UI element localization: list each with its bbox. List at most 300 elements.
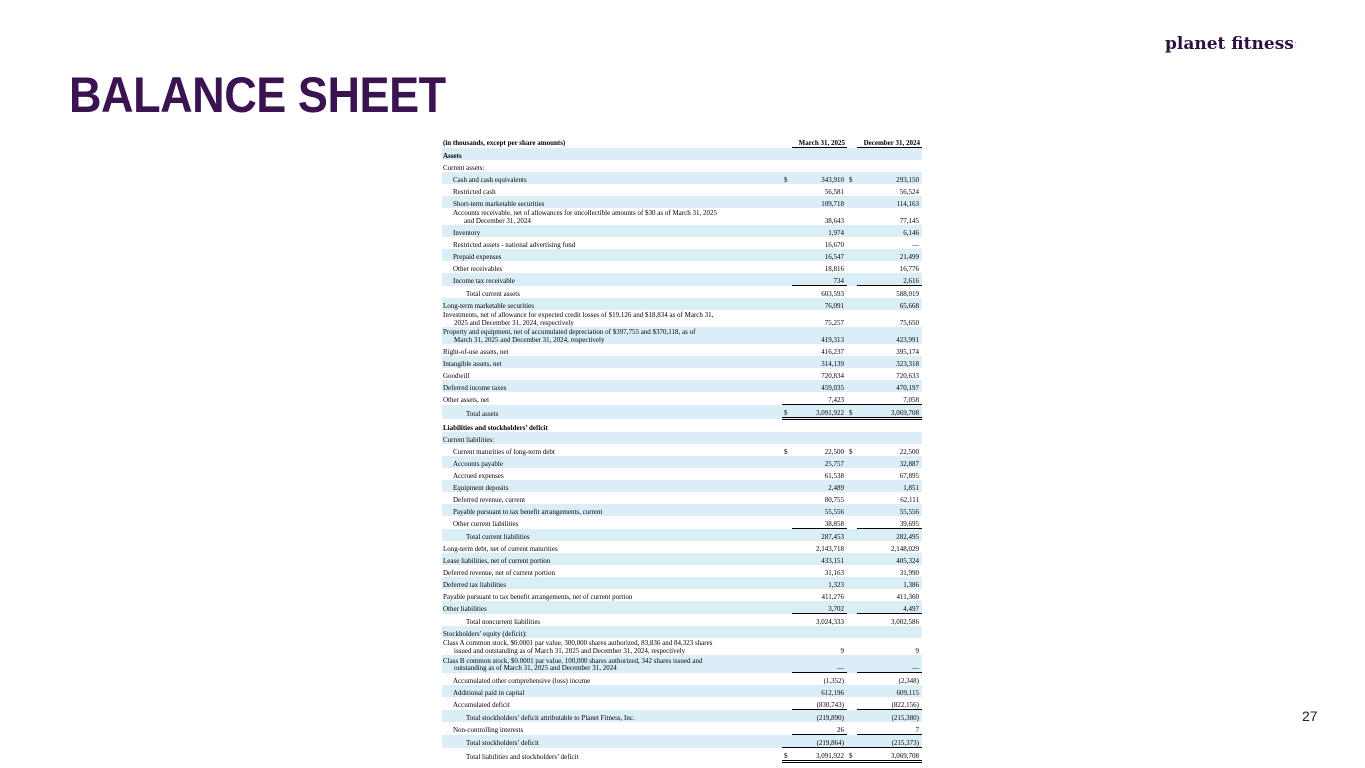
- table-row: [442, 261, 922, 273]
- currency-symbol: [782, 261, 792, 273]
- table-row: [442, 432, 922, 444]
- currency-symbol: [782, 184, 792, 196]
- table-row: [442, 626, 922, 638]
- row-label: Restricted cash: [453, 187, 496, 196]
- table-row: [442, 601, 922, 614]
- currency-symbol: [847, 286, 857, 299]
- value-march-2025: 16,670: [824, 240, 844, 249]
- row-label: Accumulated deficit: [453, 701, 510, 710]
- currency-symbol: [847, 565, 857, 577]
- currency-symbol: [782, 529, 792, 542]
- currency-symbol: [847, 225, 857, 237]
- value-december-2024: 1,386: [857, 577, 922, 589]
- currency-symbol: [782, 237, 792, 249]
- currency-symbol: [782, 160, 792, 172]
- row-label: Accounts payable: [442, 456, 782, 468]
- currency-symbol: [847, 492, 857, 504]
- table-row: [442, 468, 922, 480]
- row-label: Non-controlling interests: [453, 726, 524, 735]
- table-row: [442, 405, 922, 419]
- value-december-2024: 3,069,708: [857, 748, 922, 762]
- currency-symbol: [847, 310, 857, 327]
- value-march-2025: 2,489: [792, 480, 847, 492]
- currency-symbol: [782, 432, 792, 444]
- currency-symbol: $: [782, 405, 792, 419]
- row-label: Payable pursuant to tax benefit arrangements, net of current portion: [443, 592, 633, 601]
- row-label-line1: Property and equipment, net of accumulated depreciation of $397,755 and $370,118, as of: [443, 328, 696, 337]
- currency-symbol: [782, 504, 792, 516]
- value-december-2024: 2,148,029: [891, 544, 919, 553]
- currency-symbol: $: [847, 748, 857, 762]
- row-label: Deferred tax liabilities: [442, 577, 782, 589]
- table-row: [442, 722, 922, 735]
- row-label: Goodwill: [443, 371, 470, 380]
- value-march-2025: 411,276: [821, 592, 844, 601]
- currency-symbol: [782, 392, 792, 405]
- row-label: Assets: [442, 148, 782, 161]
- currency-symbol: [782, 589, 792, 601]
- currency-symbol: [782, 697, 792, 710]
- row-label: Deferred income taxes: [442, 380, 782, 392]
- value-december-2024: 39,695: [857, 516, 922, 529]
- table-row: [442, 298, 922, 310]
- currency-symbol: [782, 327, 792, 344]
- value-december-2024: 56,524: [899, 187, 919, 196]
- row-label: Accumulated other comprehensive (loss) income: [453, 676, 591, 685]
- value-march-2025: 55,556: [792, 504, 847, 516]
- currency-symbol: $: [849, 447, 853, 456]
- currency-symbol: [847, 148, 857, 161]
- currency-symbol: [782, 310, 792, 327]
- currency-symbol: [782, 298, 792, 310]
- currency-symbol: [847, 419, 857, 433]
- row-label: Prepaid expenses: [442, 249, 782, 261]
- value-december-2024: [857, 626, 922, 638]
- currency-symbol: [847, 160, 857, 172]
- value-december-2024: 609,115: [857, 685, 922, 697]
- currency-symbol: [782, 368, 792, 380]
- brand-mark: .: [1294, 39, 1297, 45]
- currency-symbol: [782, 722, 792, 735]
- value-march-2025: 2,143,718: [816, 544, 844, 553]
- currency-symbol: [782, 480, 792, 492]
- value-march-2025: 314,139: [792, 356, 847, 368]
- currency-symbol: [782, 516, 792, 529]
- row-label: Inventory: [442, 225, 782, 237]
- table-row: [442, 392, 922, 405]
- brand-name: planet fitness: [1165, 34, 1294, 54]
- value-december-2024: 293,150: [857, 172, 922, 184]
- table-row: [442, 237, 922, 249]
- brand-logo: [1165, 34, 1297, 54]
- row-label: Liabilities and stockholders’ deficit: [443, 423, 548, 432]
- currency-symbol: [782, 225, 792, 237]
- value-march-2025: 419,313: [792, 327, 847, 344]
- row-label: Other liabilities: [442, 601, 782, 614]
- value-december-2024: 75,650: [899, 318, 919, 327]
- table-row: [442, 208, 922, 225]
- table-row: [442, 553, 922, 565]
- currency-symbol: [847, 344, 857, 356]
- row-label: Additional paid in capital: [442, 685, 782, 697]
- currency-symbol: [847, 432, 857, 444]
- value-march-2025: 25,757: [792, 456, 847, 468]
- value-december-2024: [857, 419, 922, 433]
- currency-symbol: [782, 553, 792, 565]
- row-label: Accrued expenses: [453, 471, 504, 480]
- table-row: [442, 172, 922, 184]
- currency-symbol: [847, 356, 857, 368]
- value-december-2024: 62,111: [900, 495, 919, 504]
- table-row: [442, 160, 922, 172]
- value-december-2024: 3,069,708: [857, 405, 922, 419]
- value-december-2024: 323,318: [857, 356, 922, 368]
- value-march-2025: (219,864): [792, 735, 847, 748]
- currency-symbol: [847, 184, 857, 196]
- table-row: [442, 419, 922, 433]
- table-row: [442, 492, 922, 504]
- row-label: Total current liabilities: [442, 529, 782, 542]
- row-label: [442, 310, 782, 327]
- currency-symbol: [782, 626, 792, 638]
- value-december-2024: 77,145: [899, 216, 919, 225]
- currency-symbol: [847, 196, 857, 208]
- currency-symbol: [847, 237, 857, 249]
- row-label: [442, 638, 782, 655]
- currency-symbol: [782, 685, 792, 697]
- table-row: [442, 577, 922, 589]
- page-number: 27: [1302, 708, 1318, 724]
- value-march-2025: 3,702: [792, 601, 847, 614]
- currency-symbol: [847, 249, 857, 261]
- currency-symbol: [782, 380, 792, 392]
- table-row: [442, 614, 922, 627]
- table-row: [442, 184, 922, 196]
- value-march-2025: [792, 160, 847, 172]
- currency-symbol: [782, 735, 792, 748]
- value-march-2025: 287,453: [792, 529, 847, 542]
- balance-sheet: [442, 135, 922, 763]
- row-label: Total assets: [442, 405, 782, 419]
- row-label: Other current liabilities: [453, 520, 519, 529]
- value-december-2024: [857, 432, 922, 444]
- table-row: [442, 748, 922, 762]
- table-row: [442, 249, 922, 261]
- value-march-2025: 76,091: [792, 298, 847, 310]
- value-december-2024: 588,019: [896, 289, 919, 298]
- value-december-2024: 4,497: [857, 601, 922, 614]
- value-march-2025: (830,743): [792, 697, 847, 710]
- table-header-row: [442, 135, 922, 148]
- row-label-line1: Investments, net of allowance for expected credit losses of $19,126 and $18,834 as of March 31,: [443, 311, 714, 320]
- currency-symbol: [847, 392, 857, 405]
- value-december-2024: 6,146: [857, 225, 922, 237]
- value-december-2024: 2,616: [857, 273, 922, 286]
- row-label: Right-of-use assets, net: [443, 347, 509, 356]
- value-march-2025: (219,890): [792, 710, 847, 723]
- table-row: [442, 356, 922, 368]
- value-december-2024: 16,776: [899, 264, 919, 273]
- balance-sheet-table: [442, 135, 922, 763]
- value-december-2024: 31,990: [899, 568, 919, 577]
- table-row: [442, 456, 922, 468]
- value-march-2025: [792, 148, 847, 161]
- value-march-2025: 3,091,922: [792, 748, 847, 762]
- value-march-2025: 612,196: [792, 685, 847, 697]
- currency-symbol: [782, 541, 792, 553]
- currency-symbol: [847, 468, 857, 480]
- currency-symbol: [847, 722, 857, 735]
- units-note: (in thousands, except per share amounts): [442, 135, 782, 148]
- value-march-2025: 3,024,333: [816, 617, 844, 626]
- currency-symbol: [782, 273, 792, 286]
- row-label: Stockholders’ equity (deficit):: [442, 626, 782, 638]
- value-december-2024: 9: [915, 646, 919, 655]
- table-row: [442, 735, 922, 748]
- table-row: [442, 655, 922, 673]
- currency-symbol: [847, 529, 857, 542]
- currency-symbol: [847, 261, 857, 273]
- row-label: [442, 208, 782, 225]
- row-label: Total stockholders’ deficit: [442, 735, 782, 748]
- row-label: Current assets:: [443, 163, 485, 172]
- currency-symbol: [847, 673, 857, 686]
- currency-symbol: [847, 626, 857, 638]
- value-march-2025: 18,816: [824, 264, 844, 273]
- currency-symbol: [847, 504, 857, 516]
- col-header-december-2024: December 31, 2024: [857, 135, 922, 148]
- currency-symbol: [782, 614, 792, 627]
- currency-symbol: [847, 697, 857, 710]
- row-label: Total liabilities and stockholders’ deficit: [466, 753, 579, 762]
- currency-symbol: [847, 273, 857, 286]
- currency-symbol: $: [782, 748, 792, 762]
- value-december-2024: [857, 148, 922, 161]
- currency-symbol: [847, 456, 857, 468]
- currency-symbol: [847, 380, 857, 392]
- currency-symbol: [782, 208, 792, 225]
- value-march-2025: 603,593: [821, 289, 844, 298]
- value-december-2024: 22,500: [899, 447, 919, 456]
- value-march-2025: 1,323: [792, 577, 847, 589]
- table-row: [442, 368, 922, 380]
- table-row: [442, 504, 922, 516]
- value-december-2024: —: [912, 240, 919, 249]
- row-label: Short-term marketable securities: [442, 196, 782, 208]
- row-label-line2: and December 31, 2024: [464, 216, 531, 225]
- row-label: [442, 655, 782, 673]
- value-december-2024: 395,174: [896, 347, 919, 356]
- row-label: Current maturities of long-term debt: [453, 447, 555, 456]
- value-december-2024: —: [857, 655, 922, 673]
- table-row: [442, 225, 922, 237]
- table-row: [442, 589, 922, 601]
- table-row: [442, 196, 922, 208]
- col-header-march-2025: March 31, 2025: [792, 135, 847, 148]
- currency-symbol: [847, 516, 857, 529]
- value-march-2025: 22,500: [824, 447, 844, 456]
- value-march-2025: 80,755: [824, 495, 844, 504]
- value-march-2025: 3,091,922: [792, 405, 847, 419]
- value-march-2025: 61,538: [824, 471, 844, 480]
- currency-symbol: [847, 589, 857, 601]
- value-december-2024: 405,324: [857, 553, 922, 565]
- row-label-line2: issued and outstanding as of March 31, 2025 and December 31, 2024, respectively: [454, 646, 686, 655]
- row-label: Other assets, net: [443, 396, 490, 405]
- table-row: [442, 444, 922, 456]
- table-row: [442, 380, 922, 392]
- value-march-2025: (1,352): [823, 676, 844, 685]
- table-row: [442, 685, 922, 697]
- value-december-2024: [857, 160, 922, 172]
- currency-symbol: [847, 298, 857, 310]
- value-march-2025: —: [792, 655, 847, 673]
- table-row: [442, 516, 922, 529]
- currency-symbol: $: [784, 447, 788, 456]
- value-december-2024: 423,991: [857, 327, 922, 344]
- value-march-2025: 343,910: [792, 172, 847, 184]
- table-row: [442, 565, 922, 577]
- currency-symbol: [847, 368, 857, 380]
- currency-symbol: [847, 735, 857, 748]
- value-march-2025: 416,237: [821, 347, 844, 356]
- currency-symbol: [782, 655, 792, 673]
- currency-symbol: [847, 327, 857, 344]
- currency-symbol: [782, 286, 792, 299]
- currency-symbol: [782, 673, 792, 686]
- value-december-2024: (215,380): [857, 710, 922, 723]
- value-december-2024: 720,633: [896, 371, 919, 380]
- table-row: [442, 327, 922, 344]
- currency-symbol: [782, 344, 792, 356]
- currency-symbol: [847, 541, 857, 553]
- value-march-2025: [792, 626, 847, 638]
- value-march-2025: 9: [840, 646, 844, 655]
- value-march-2025: 16,547: [792, 249, 847, 261]
- value-december-2024: (2,348): [898, 676, 919, 685]
- row-label-line2: March 31, 2025 and December 31, 2024, respectively: [454, 335, 605, 344]
- currency-symbol: [782, 577, 792, 589]
- row-label: Lease liabilities, net of current portion: [442, 553, 782, 565]
- row-label: Intangible assets, net: [442, 356, 782, 368]
- value-december-2024: 282,495: [857, 529, 922, 542]
- row-label: Income tax receivable: [442, 273, 782, 286]
- row-label: Current liabilities:: [442, 432, 782, 444]
- value-december-2024: 1,851: [857, 480, 922, 492]
- table-row: [442, 273, 922, 286]
- row-label: Total current assets: [466, 289, 520, 298]
- value-december-2024: 411,360: [896, 592, 919, 601]
- value-december-2024: 32,887: [857, 456, 922, 468]
- value-december-2024: (215,373): [857, 735, 922, 748]
- currency-symbol: $: [847, 405, 857, 419]
- value-december-2024: 470,197: [857, 380, 922, 392]
- currency-symbol: [782, 356, 792, 368]
- row-label: Equipment deposits: [442, 480, 782, 492]
- currency-symbol: [847, 208, 857, 225]
- value-december-2024: 67,895: [899, 471, 919, 480]
- table-row: [442, 480, 922, 492]
- value-march-2025: 109,718: [792, 196, 847, 208]
- value-december-2024: 55,556: [857, 504, 922, 516]
- currency-symbol: [782, 601, 792, 614]
- value-december-2024: 65,668: [857, 298, 922, 310]
- row-label: Long-term marketable securities: [442, 298, 782, 310]
- value-march-2025: 720,834: [821, 371, 844, 380]
- currency-symbol: [782, 565, 792, 577]
- value-december-2024: (822,156): [857, 697, 922, 710]
- value-march-2025: 734: [792, 273, 847, 286]
- row-label-line2: 2025 and December 31, 2024, respectively: [454, 318, 574, 327]
- currency-symbol: [847, 710, 857, 723]
- currency-symbol: $: [782, 172, 792, 184]
- row-label-line1: Class A common stock, $0.0001 par value, 300,000 shares authorized, 83,836 and 84,323 shares: [443, 639, 713, 648]
- value-march-2025: 56,581: [824, 187, 844, 196]
- currency-symbol: [782, 638, 792, 655]
- value-december-2024: 7,058: [857, 392, 922, 405]
- row-label: Deferred revenue, net of current portion: [443, 568, 555, 577]
- row-label: [442, 327, 782, 344]
- currency-symbol: [782, 456, 792, 468]
- currency-symbol: [782, 492, 792, 504]
- value-march-2025: 26: [792, 722, 847, 735]
- value-december-2024: 21,499: [857, 249, 922, 261]
- table-row: [442, 638, 922, 655]
- row-label: Payable pursuant to tax benefit arrangements, current: [442, 504, 782, 516]
- table-row: [442, 148, 922, 161]
- currency-symbol: [782, 468, 792, 480]
- currency-symbol: [847, 577, 857, 589]
- currency-symbol: [847, 655, 857, 673]
- value-march-2025: [792, 432, 847, 444]
- currency-symbol: $: [847, 172, 857, 184]
- currency-symbol: [847, 601, 857, 614]
- currency-symbol: [847, 553, 857, 565]
- value-march-2025: [792, 419, 847, 433]
- row-label: Total stockholders’ deficit attributable to Planet Fitness, Inc.: [442, 710, 782, 723]
- row-label: Total noncurrent liabilities: [466, 617, 541, 626]
- value-march-2025: 31,163: [824, 568, 844, 577]
- row-label: Deferred revenue, current: [453, 495, 526, 504]
- value-december-2024: 3,002,586: [891, 617, 919, 626]
- value-march-2025: 38,643: [824, 216, 844, 225]
- currency-symbol: [782, 419, 792, 433]
- value-december-2024: 114,163: [857, 196, 922, 208]
- currency-symbol: [782, 148, 792, 161]
- table-row: [442, 344, 922, 356]
- currency-symbol: [782, 249, 792, 261]
- row-label: Long-term debt, net of current maturities: [443, 544, 558, 553]
- row-label: Cash and cash equivalents: [442, 172, 782, 184]
- currency-symbol: [847, 614, 857, 627]
- value-march-2025: 38,858: [792, 516, 847, 529]
- value-december-2024: 7: [857, 722, 922, 735]
- currency-symbol: [782, 710, 792, 723]
- currency-symbol: [782, 196, 792, 208]
- row-label-line2: outstanding as of March 31, 2025 and December 31, 2024: [454, 664, 617, 673]
- table-row: [442, 673, 922, 686]
- table-row: [442, 310, 922, 327]
- value-march-2025: 7,423: [792, 392, 847, 405]
- value-march-2025: 1,974: [792, 225, 847, 237]
- currency-symbol: [847, 480, 857, 492]
- currency-symbol: [847, 685, 857, 697]
- value-march-2025: 75,257: [824, 318, 844, 327]
- page-title: BALANCE SHEET: [69, 67, 446, 123]
- row-label-line1: Accounts receivable, net of allowances for uncollectible amounts of $30 as of March 31, 2025: [453, 209, 717, 218]
- table-row: [442, 710, 922, 723]
- table-row: [442, 286, 922, 299]
